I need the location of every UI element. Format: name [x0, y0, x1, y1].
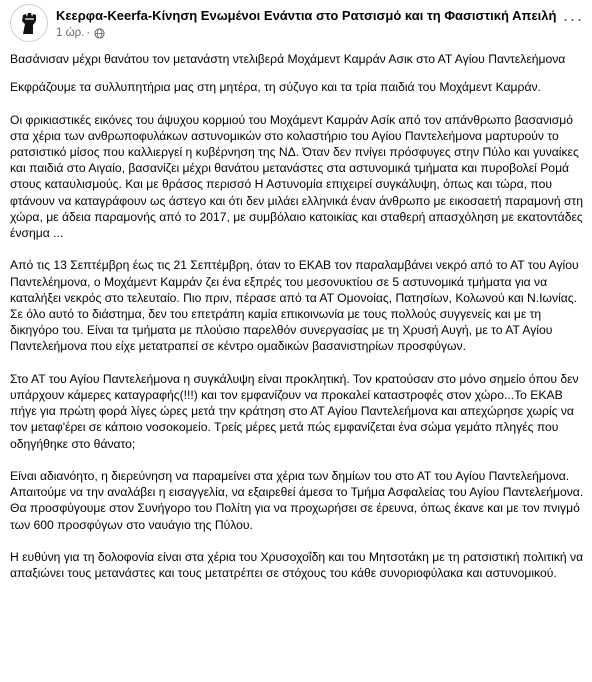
fist-logo-icon [14, 8, 44, 38]
more-options-button[interactable] [560, 6, 586, 32]
post-header [0, 0, 592, 50]
post-paragraph: Η ευθύνη για τη δολοφονία είναι στα χέρια του Χρυσοχοΐδη και του Μητσοτάκη με τη ρατσιστική πολιτική να απαξιώνει τους μετανάστες και τους μετατρέπει σε στόχους του κάθε συνοριοφύλακα και αστυνομικού. [10, 550, 584, 581]
post-paragraph: Από τις 13 Σεπτέμβρη έως τις 21 Σεπτέμβρη, όταν το ΕΚΑΒ τον παραλαμβάνει νεκρό από το ΑΤ του Αγίου Παντελέημονα, ο Μοχάμεντ Καμράν ζει ένα εξπρές του μεσονυκτίου σε 5 αστυνομικά τμήματα για να καταλήξει νεκρός στο τελευταίο. Πιο πριν, πέρασε από τα ΑΤ Ομονοίας, Πατησίων, Κολωνού και Ν.Ιωνίας. Σε όλο αυτό το διάστημα, δεν του επετράπη καμία επικοινωνία με τους πολλούς συγγενείς και με τη δικηγόρο του. Είναι τα τμήματα με πλούσιο παρελθόν συνεργασίας με τη Χρυσή Αυγή, με το ΑΤ Αγίου Παντελεήμονα που είχε μετατραπεί σε κέντρο ομαδικών βασανιστηρίων προσφύγων. [10, 258, 579, 354]
post-meta: 1 ώρ. · [56, 27, 105, 39]
post-timestamp[interactable]: 1 ώρ. [56, 27, 85, 39]
post-paragraph: Είναι αδιανόητο, η διερεύνηση να παραμείνει στα χέρια των δημίων του στο ΑΤ του Αγίου Παντελεήμονα. Απαιτούμε να την αναλάβει η εισαγγελία, να εξαιρεθεί άμεσα το Τμήμα Ασφαλείας του Αγίου Παντελεήμονα. Θα προσφύγουμε στον Συνήγορο του Πολίτη για να προχωρήσει σε έρευνα, όπως έκανε και με τον πνιγμό των 600 προσφύγων στο ναυάγιο της Πύλου. [10, 469, 584, 532]
post-paragraph: Βασάνισαν μέχρι θανάτου τον μετανάστη ντελιβερά Μοχάμεντ Καμράν Ασικ στο ΑΤ Αγίου Παντελεήμονα [10, 52, 566, 66]
post-paragraph: Στο ΑΤ του Αγίου Παντελεήμονα η συγκάλυψη είναι προκλητική. Τον κρατούσαν στο μόνο σημείο όπου δεν υπάρχουν κάμερες καταγραφής(!!!) και τον εμφανίζουν να προκαλεί καταστροφές στον χώρο...Το ΕΚΑΒ πήγε για πρώτη φορά λίγες ώρες μετά την κράτηση στο ΑΤ Αγίου Παντελεήμονα και απεχώρησε χωρίς να τον μεταφ'έρει σε κάποιο νοσοκομείο. Τρείς μέρες μετά πώς εμφανίζεται ένα σώμα γεμάτο πληγές που οδηγήθηκε στο θάνατο; [10, 371, 579, 451]
more-options-icon: ··· [562, 8, 584, 29]
page-avatar[interactable] [10, 4, 48, 42]
post-paragraph: Οι φρικιαστικές εικόνες του άψυχου κορμιού του Μοχάμεντ Καμράν Ασίκ από τον απάνθρωπο βασανισμό στα χέρια των ανθρωποφυλάκων αστυνομικών στο κολαστήριο του Αγίου Παντελεήμονα μαρτυρούν το ρατσιστικό μίσος που καλλιεργεί η κυβέρνηση της ΝΔ. Όταν δεν πνίγει πρόσφυγες στην Πύλο και γυναίκες και παιδιά στο Αιγαίο, βασανίζει μέχρι θανάτου μετανάστες στα αστυνομικά τμήματα και πυροβολεί Ρομά στους καταυλισμούς. Και με θράσος περισσό Η Αστυνομία επιχειρεί συγκάλυψη, όπως και τώρα, που φτάνουν να καταγράφουν ως άστεγο και ότι δεν μιλάει ελληνικά έναν άνθρωπο με εικοσαετή παραμονή στη χώρα, με άδεια παραμονής από το 2017, με συμβόλαιο κατοικίας και σταθερή απασχόληση με εκατοντάδες ένσημα ... [10, 112, 584, 241]
page-name-link[interactable]: Κεερφα-Keerfa-Κίνηση Ενωμένοι Ενάντια στο Ρατσισμό και τη Φασιστική Απειλή [56, 8, 557, 23]
post-body [10, 51, 586, 581]
globe-icon [94, 28, 105, 39]
post-paragraph: Εκφράζουμε τα συλλυπητήρια μας στη μητέρα, τη σύζυγο και τα τρία παιδιά του Μοχάμεντ Καμράν. [10, 80, 541, 95]
